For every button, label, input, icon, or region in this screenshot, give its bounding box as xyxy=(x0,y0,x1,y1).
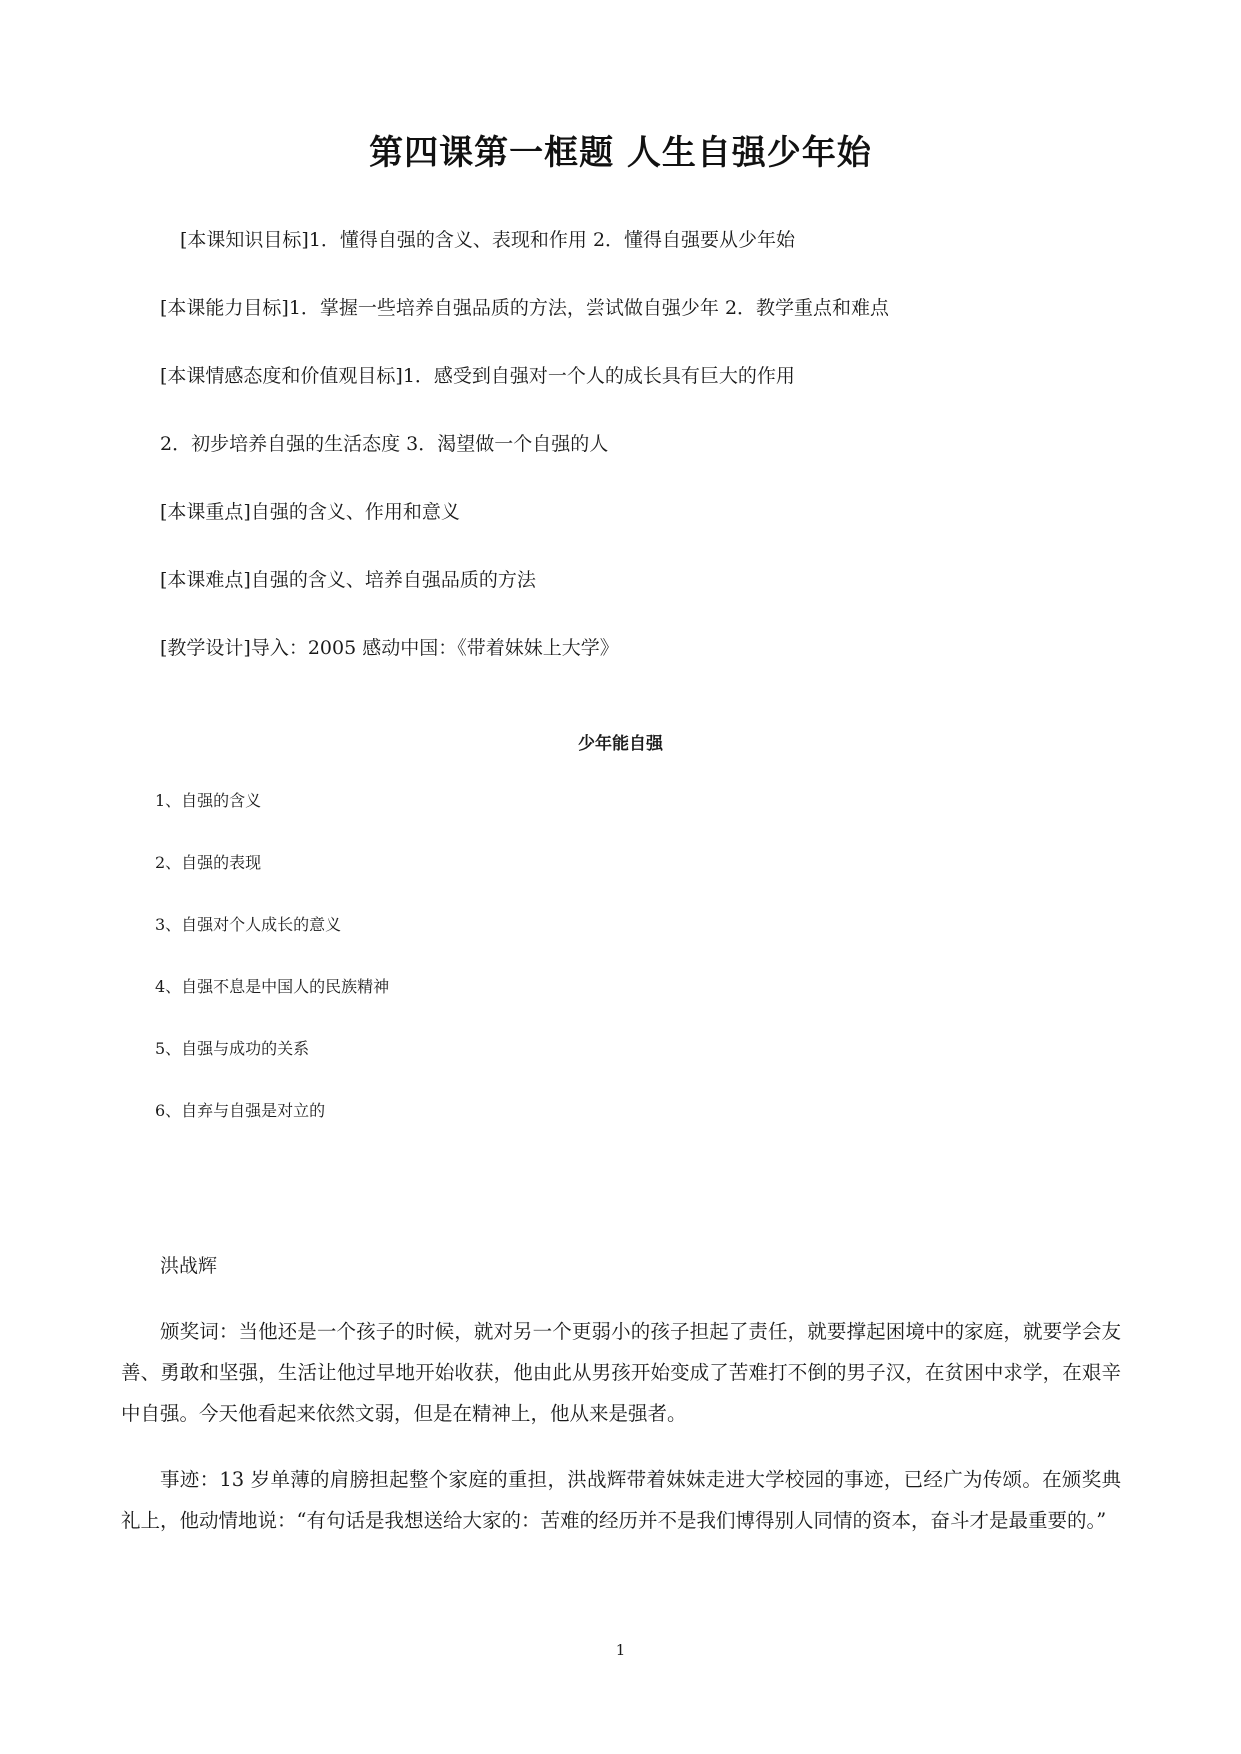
outline-item: 6、自弃与自强是对立的 xyxy=(155,1101,326,1120)
outline-item: 4、自强不息是中国人的民族精神 xyxy=(155,977,390,996)
award-paragraph: 颁奖词：当他还是一个孩子的时候，就对另一个更弱小的孩子担起了责任，就要撑起困境中的家庭，就要学会友善、勇敢和坚强，生活让他过早地开始收获，他由此从男孩开始变成了苦难打不倒的男子汉，在贫困中求学，在艰辛中自强。今天他看起来依然文弱，但是在精神上，他从来是强者。 xyxy=(121,1320,1121,1425)
emotion-objective-continued: 2．初步培养自强的生活态度 3．渴望做一个自强的人 xyxy=(160,433,609,455)
lesson-key-point: [本课重点]自强的含义、作用和意义 xyxy=(160,501,460,523)
outline-item: 1、自强的含义 xyxy=(155,791,262,810)
ability-objective: [本课能力目标]1．掌握一些培养自强品质的方法，尝试做自强少年 2．教学重点和难点 xyxy=(160,297,890,319)
deeds-paragraph: 事迹：13 岁单薄的肩膀担起整个家庭的重担，洪战辉带着妹妹走进大学校园的事迹，已经广为传颂。在颁奖典礼上，他动情地说：“有句话是我想送给大家的：苦难的经历并不是我们博得别人同情的资本，奋斗才是最重要的。” xyxy=(121,1468,1121,1532)
page-number: 1 xyxy=(615,1641,626,1659)
outline-item: 3、自强对个人成长的意义 xyxy=(155,915,342,934)
outline-item: 2、自强的表现 xyxy=(155,853,262,872)
lesson-difficulty: [本课难点]自强的含义、培养自强品质的方法 xyxy=(160,569,536,591)
knowledge-objective: [本课知识目标]1．懂得自强的含义、表现和作用 2．懂得自强要从少年始 xyxy=(180,229,796,251)
person-name: 洪战辉 xyxy=(160,1255,218,1277)
outline-item: 5、自强与成功的关系 xyxy=(155,1039,310,1058)
document-title: 第四课第一框题 人生自强少年始 xyxy=(369,133,872,173)
section-heading: 少年能自强 xyxy=(578,734,663,754)
teaching-design: [教学设计]导入：2005 感动中国：《带着妹妹上大学》 xyxy=(160,637,619,659)
emotion-objective: [本课情感态度和价值观目标]1．感受到自强对一个人的成长具有巨大的作用 xyxy=(160,365,795,387)
